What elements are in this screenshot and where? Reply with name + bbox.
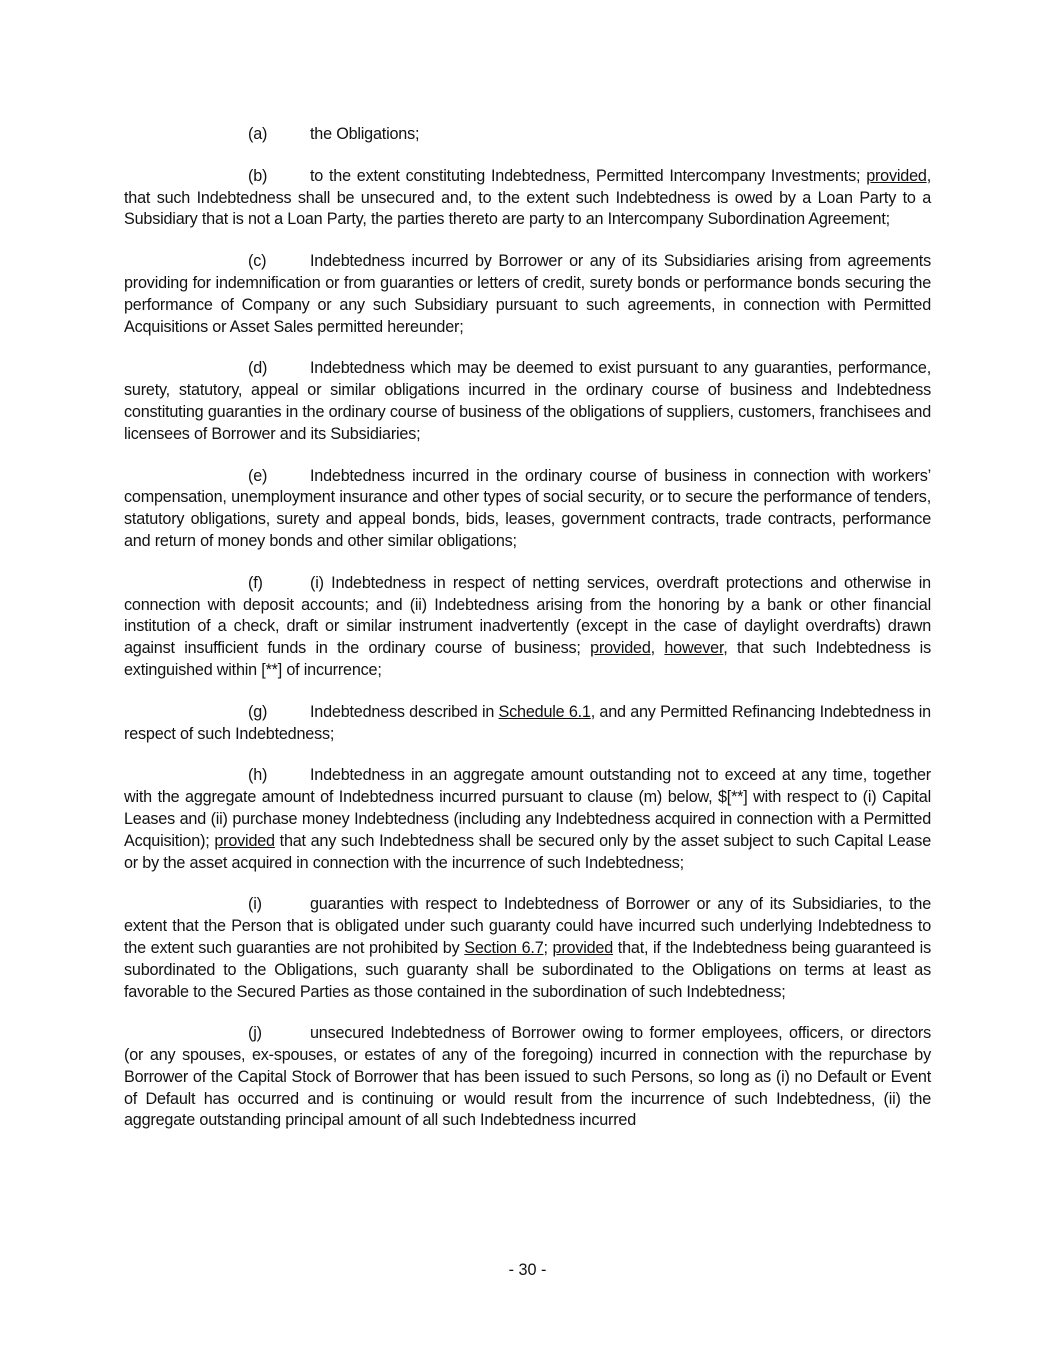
clause-label: (f) (248, 573, 263, 592)
clause-paragraph (124, 573, 931, 682)
clause-label: (d) (248, 359, 268, 378)
clause-paragraph (124, 765, 931, 874)
clause-text: , that such Indebtedness is extinguished within [**] of incurrence; (124, 639, 931, 679)
clause-paragraph (124, 358, 931, 445)
clause-text: that, if the Indebtedness being guaranteed is subordinated to the Obligations, such guaranty shall be subordinated to the Obligations on terms at least as favorable to the Secured Parties as those contained in the subordination of such Indebtedness; (124, 938, 931, 1001)
clause-paragraph (124, 1023, 931, 1132)
clause-text: unsecured Indebtedness of Borrower owing to former employees, officers, or directors (or any spouses, ex-spouses, or estates of any of the foregoing) incurred in connection with the repurchase by Borrower of the Capital Stock of Borrower that has been issued to such Persons, so long as (i) no Default or Event of Default has occurred and is continuing or would result from the incurrence of such Indebtedness, (ii) the aggregate outstanding principal amount of all such Indebtedness incurred (124, 1024, 931, 1130)
clause-paragraph (124, 251, 931, 338)
clause-paragraph (124, 466, 931, 553)
clause-text: , that such Indebtedness shall be unsecured and, to the extent such Indebtedness is owed by a Loan Party to a Subsidiary that is not a Loan Party, the parties thereto are party to an Intercompany Subordination Agreement; (124, 166, 931, 229)
defined-term-reference: Schedule 6.1 (498, 702, 591, 721)
clause-text: , (650, 639, 665, 658)
clause-text: to the extent constituting Indebtedness, Permitted Intercompany Investments; (310, 166, 867, 185)
defined-term-reference: Section 6.7 (464, 938, 544, 957)
clause-text: Indebtedness described in (310, 702, 499, 721)
defined-term-reference: provided (590, 639, 651, 658)
clause-label: (h) (248, 766, 268, 785)
clause-paragraph (124, 702, 931, 746)
clause-text: Indebtedness incurred by Borrower or any of its Subsidiaries arising from agreements providing for indemnification or from guaranties or letters of credit, surety bonds or performance bonds securing the performance of Company or any such Subsidiary pursuant to such agreements, in connection with Permitted Acquisitions or Asset Sales permitted hereunder; (124, 252, 931, 336)
clause-paragraph (124, 894, 931, 1003)
clause-label: (c) (248, 252, 267, 271)
clause-label: (i) (248, 895, 262, 914)
page-number: - 30 - (508, 1261, 547, 1279)
clause-text: (i) Indebtedness in respect of netting services, overdraft protections and otherwise in connection with deposit accounts; and (ii) Indebtedness arising from the honoring by a bank or other financial institution of a check, draft or similar instrument inadvertently (except in the case of daylight overdrafts) drawn against insufficient funds in the ordinary course of business; (124, 573, 931, 658)
clause-paragraph (124, 166, 931, 231)
clause-label: (j) (248, 1024, 262, 1043)
clause-label: (b) (248, 166, 268, 185)
clause-label: (e) (248, 466, 268, 485)
defined-term-reference: provided (866, 166, 927, 185)
clause-list (124, 124, 931, 1132)
clause-text: , and any Permitted Refinancing Indebtedness in respect of such Indebtedness; (124, 702, 931, 743)
clause-text: Indebtedness incurred in the ordinary course of business in connection with workers’ compensation, unemployment insurance and other types of social security, or to secure the performance of tenders, statutory obligations, surety and appeal bonds, bids, leases, government contracts, trade contracts, performance and return of money bonds and other similar obligations; (124, 466, 931, 550)
defined-term-reference: provided (552, 938, 614, 957)
clause-label: (a) (248, 125, 268, 143)
clause-text: guaranties with respect to Indebtedness of Borrower or any of its Subsidiaries, to the extent that the Person that is obligated under such guaranty could have incurred such underlying Indebtedness to the extent such guaranties are not prohibited by (124, 895, 931, 957)
defined-term-reference: provided (214, 831, 275, 850)
defined-term-reference: however (664, 639, 724, 658)
clause-text: ; (543, 938, 553, 957)
clause-paragraph (124, 124, 931, 146)
clause-text: Indebtedness which may be deemed to exist pursuant to any guaranties, performance, surety, statutory, appeal or similar obligations incurred in the ordinary course of business and Indebtedness constituting guaranties in the ordinary course of business of the obligations of suppliers, customers, franchisees and licensees of Borrower and its Subsidiaries; (124, 359, 931, 443)
clause-text: Indebtedness in an aggregate amount outstanding not to exceed at any time, together with the aggregate amount of Indebtedness incurred pursuant to clause (m) below, $[**] with respect to (i) Capital Leases and (ii) purchase money Indebtedness (including any Indebtedness acquired in connection with a Permitted Acquisition); (124, 766, 931, 850)
clause-text: the Obligations; (310, 125, 420, 143)
clause-label: (g) (248, 702, 268, 721)
clause-text: that any such Indebtedness shall be secured only by the asset subject to such Capital Lease or by the asset acquired in connection with the incurrence of such Indebtedness; (124, 831, 931, 872)
